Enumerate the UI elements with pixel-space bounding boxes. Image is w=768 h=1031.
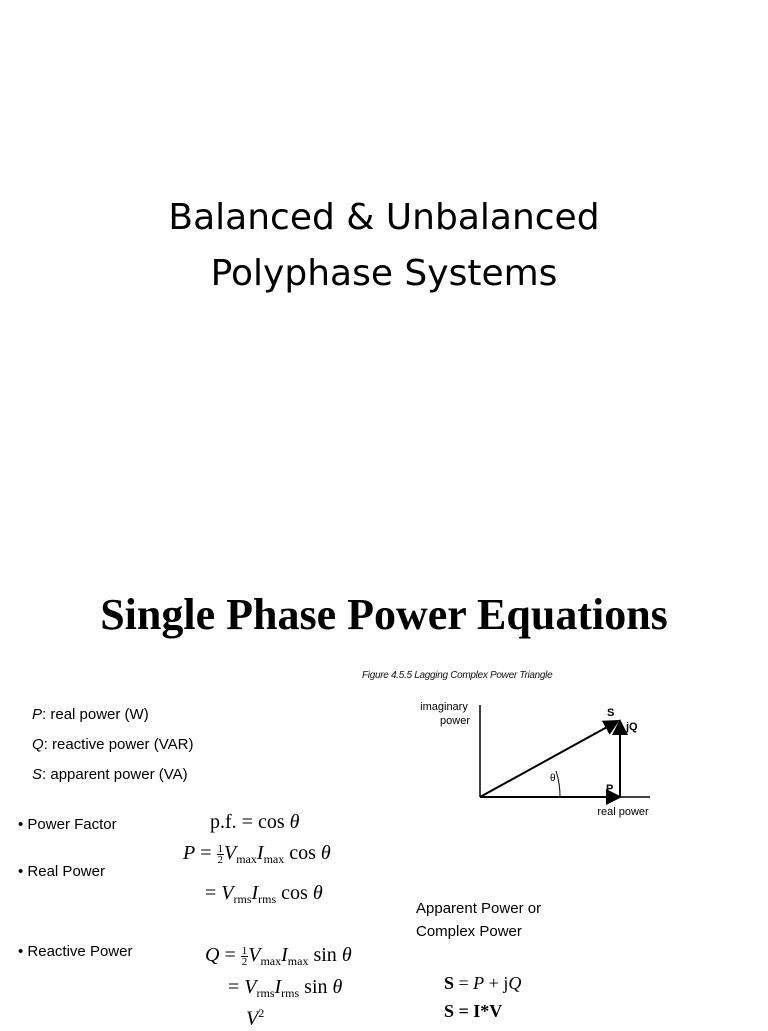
- theta-arc: [556, 771, 560, 797]
- y-axis-label-2: power: [440, 715, 470, 727]
- real-power-equation-2: = $V_{rms}I_{rms}$ cos θ: [205, 882, 323, 906]
- definition-p: P: real power (W): [32, 706, 149, 723]
- bullet-power-factor: • Power Factor: [18, 816, 117, 833]
- reactive-power-equation-2: = $V_{rms}I_{rms}$ sin θ: [228, 976, 343, 1000]
- power-triangle-figure: [410, 685, 660, 825]
- power-factor-equation: p.f. = cos θ: [210, 811, 300, 833]
- complex-power-equation-1: S = P + jQ: [444, 973, 522, 993]
- apparent-power-label: Apparent Power or Complex Power: [416, 900, 542, 940]
- title-line-1: Balanced & Unbalanced: [168, 197, 600, 238]
- bullet-real-power: • Real Power: [18, 863, 105, 880]
- half-fraction: $\frac{1}{2}$: [241, 944, 248, 968]
- definitions-list: [32, 700, 193, 790]
- reactive-power-equation-3: $V^2$: [246, 1006, 265, 1030]
- real-power-equation-1: P = $\frac{1}{2}$ $V_{max}I_{max}$ cos θ: [183, 842, 331, 866]
- p-label: P: [606, 783, 614, 795]
- s-label: S: [607, 707, 615, 719]
- y-axis-label-1: imaginary: [420, 701, 468, 713]
- slide-title: [0, 190, 768, 302]
- definition-q: Q: reactive power (VAR): [32, 736, 194, 753]
- title-line-2: Polyphase Systems: [210, 253, 558, 294]
- half-fraction: $\frac{1}{2}$: [217, 842, 223, 866]
- jq-label: jQ: [626, 721, 638, 733]
- theta-label: θ: [550, 773, 556, 784]
- equations-slide-title: Single Phase Power Equations: [100, 590, 668, 639]
- bullet-reactive-power: • Reactive Power: [18, 943, 133, 960]
- figure-caption: Figure 4.5.5 Lagging Complex Power Triangle: [362, 670, 553, 681]
- x-axis-label: real power: [597, 806, 649, 818]
- complex-power-equation-2: S = I*V: [444, 1001, 503, 1021]
- equations-slide: [0, 545, 768, 1030]
- reactive-power-equation-1: Q = $\frac{1}{2}$ $V_{max}I_{max}$ sin θ: [205, 944, 352, 968]
- s-vector: [480, 721, 618, 797]
- definition-s: S: apparent power (VA): [32, 766, 188, 783]
